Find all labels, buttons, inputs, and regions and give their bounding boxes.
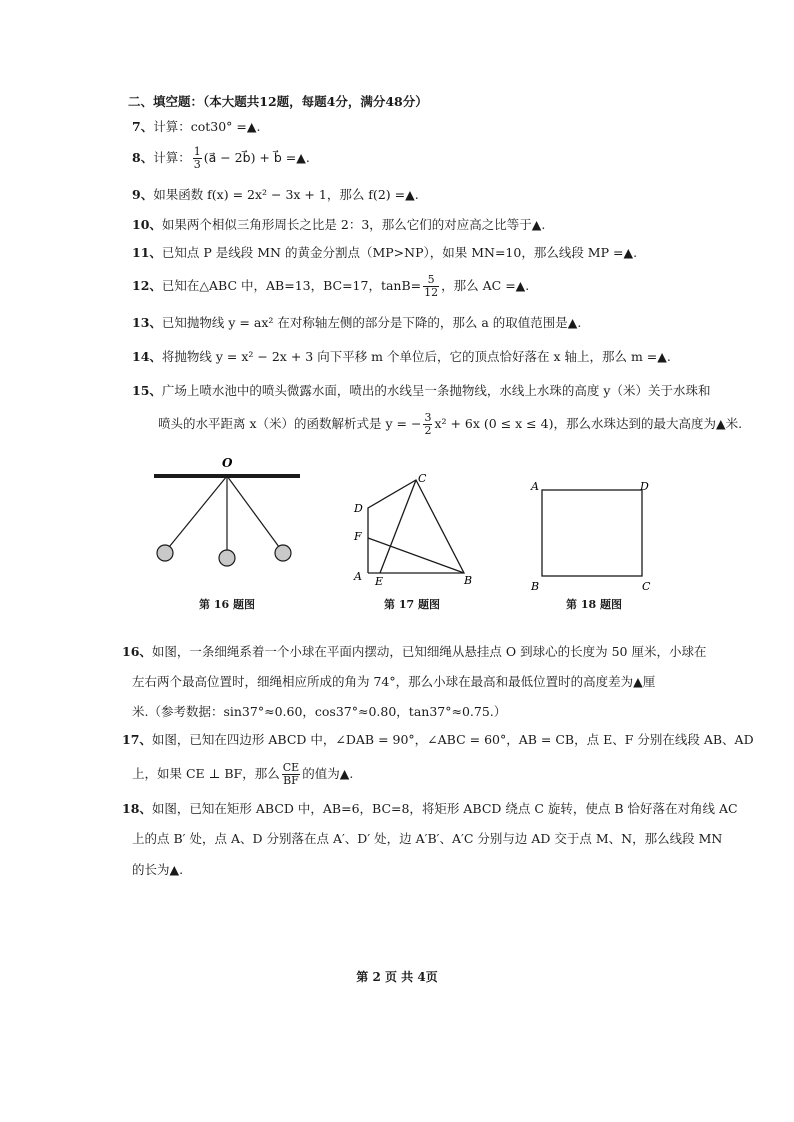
answer-blank: ▲: [339, 766, 350, 781]
question-text-post: x² + 6x (0 ≤ x ≤ 4)，那么水珠达到的最大高度为: [434, 416, 716, 431]
question-number: 18、: [122, 801, 152, 816]
ball-left: [157, 545, 173, 561]
label-e: E: [375, 575, 384, 588]
label-b: B: [464, 574, 473, 587]
question-11: [132, 244, 637, 262]
question-text: 的长为: [132, 862, 170, 877]
question-16-line-2: [132, 673, 655, 691]
fraction: [423, 274, 439, 299]
question-text: 计算：cot30° =: [153, 119, 247, 134]
ball-right: [275, 545, 291, 561]
end-mark: .: [541, 217, 546, 232]
question-number: 8、: [132, 150, 154, 165]
question-17-line-1: [122, 731, 754, 749]
label-d: D: [354, 502, 363, 515]
answer-blank: ▲: [296, 150, 306, 165]
end-mark: .: [414, 187, 419, 202]
label-b: B: [531, 580, 540, 593]
label-c: C: [642, 580, 651, 593]
end-mark: .: [349, 766, 354, 781]
answer-blank: ▲: [169, 862, 180, 877]
question-16-line-3: [132, 703, 506, 721]
string-right: [227, 476, 282, 551]
question-text: 如果两个相似三角形周长之比是 2：3，那么它们的对应高之比等于: [161, 217, 532, 232]
question-number: 17、: [122, 732, 152, 747]
end-mark: .: [666, 349, 671, 364]
fraction-numerator: 1: [193, 145, 201, 158]
end-mark: .: [305, 150, 310, 165]
end-mark: 米.: [725, 416, 743, 431]
end-mark: .: [577, 315, 582, 330]
end-mark: .: [179, 862, 184, 877]
question-14: [132, 348, 671, 366]
question-7: [132, 118, 260, 136]
end-mark: .: [633, 245, 638, 260]
question-text: 如果函数 f(x) = 2x² − 3x + 1，那么 f(2) =: [153, 187, 406, 202]
fraction-denominator: 12: [424, 286, 439, 299]
fraction-denominator: BF: [283, 774, 299, 787]
question-text: 如图，一条细绳系着一个小球在平面内摆动，已知细绳从悬挂点 O 到球心的长度为 50 厘米，小球在: [151, 644, 707, 659]
figure-17-caption: 第 17 题图: [384, 598, 440, 611]
question-16-line-1: [122, 643, 706, 661]
answer-blank: ▲: [623, 245, 634, 260]
question-text-pre: 喷头的水平距离 x（米）的函数解析式是 y = −: [158, 416, 422, 431]
answer-blank: ▲: [531, 217, 542, 232]
question-17-line-2: [132, 762, 353, 787]
question-text: 已知点 P 是线段 MN 的黄金分割点（MP>NP），如果 MN=10，那么线段 MP =: [161, 245, 624, 260]
question-text-post: ，那么 AC =: [441, 278, 516, 293]
rectangle-abcd: [542, 490, 642, 576]
question-15-line-1: [132, 382, 710, 400]
fraction-numerator: CE: [282, 761, 300, 774]
ball-middle: [219, 550, 235, 566]
fraction-denominator: 2: [424, 424, 432, 437]
question-text: 如图，已知在四边形 ABCD 中，∠DAB = 90°，∠ABC = 60°，AB = CB，点 E、F 分别在线段 AB、AD: [151, 732, 754, 747]
label-f: F: [354, 530, 362, 543]
label-d: D: [640, 480, 649, 493]
figure-16-caption: 第 16 题图: [199, 598, 255, 611]
question-15-line-2: [158, 412, 742, 437]
quadrilateral-abcd: [368, 480, 464, 573]
question-13: [132, 314, 581, 332]
question-number: 11、: [132, 245, 162, 260]
question-text-post: 的值为: [302, 766, 340, 781]
figure-18-caption: 第 18 题图: [566, 598, 622, 611]
question-text-pre: 已知在△ABC 中，AB=13，BC=17，tanB=: [161, 278, 422, 293]
question-number: 9、: [132, 187, 154, 202]
question-text-pre: 上，如果 CE ⊥ BF，那么: [132, 766, 280, 781]
figure-18-rectangle: [528, 476, 658, 594]
question-12: [132, 274, 529, 299]
segment-ce: [380, 480, 416, 573]
question-text: 广场上喷水池中的喷头微露水面，喷出的水线呈一条抛物线，水线上水珠的高度 y（米）关于水珠和: [161, 383, 711, 398]
question-number: 12、: [132, 278, 162, 293]
answer-blank: ▲: [657, 349, 667, 364]
answer-blank: ▲: [515, 278, 526, 293]
answer-blank: ▲: [405, 187, 415, 202]
end-mark: .: [525, 278, 530, 293]
question-number: 16、: [122, 644, 152, 659]
question-text: 上的点 B′ 处，点 A、D 分别落在点 A′、D′ 处，边 A′B′、A′C 分别与边 AD 交于点 M、N，那么线段 MN: [132, 831, 723, 846]
answer-blank: ▲: [633, 674, 643, 689]
question-text: 左右两个最高位置时，细绳相应所成的角为 74°，那么小球在最高和最低位置时的高度差为: [132, 674, 634, 689]
reference-data: 米.（参考数据：sin37°≈0.60，cos37°≈0.80，tan37°≈0.75.）: [132, 704, 507, 719]
fraction-denominator: 3: [193, 158, 201, 171]
question-10: [132, 216, 545, 234]
label-a: A: [531, 480, 539, 493]
fraction: [423, 412, 432, 437]
answer-blank: ▲: [567, 315, 578, 330]
page-footer: 第 2 页 共 4页: [356, 970, 438, 984]
string-left: [165, 476, 227, 552]
question-8: [132, 146, 310, 171]
answer-blank: ▲: [715, 416, 726, 431]
question-number: 15、: [132, 383, 162, 398]
fraction: [282, 762, 300, 787]
question-text-post: (a⃗ − 2b⃗) + b⃗ =: [203, 150, 297, 165]
fraction: [193, 146, 202, 171]
question-18-line-1: [122, 800, 738, 818]
question-18-line-3: [132, 861, 183, 879]
question-number: 10、: [132, 217, 162, 232]
question-text: 将抛物线 y = x² − 2x + 3 向下平移 m 个单位后，它的顶点恰好落在 x 轴上，那么 m =: [161, 349, 658, 364]
question-number: 7、: [132, 119, 154, 134]
label-a: A: [354, 570, 362, 583]
question-text: 如图，已知在矩形 ABCD 中，AB=6，BC=8，将矩形 ABCD 绕点 C 旋转，使点 B 恰好落在对角线 AC: [151, 801, 738, 816]
question-18-line-2: [132, 830, 722, 848]
unit-text: 厘: [642, 674, 656, 689]
question-number: 13、: [132, 315, 162, 330]
question-text-pre: 计算：: [153, 150, 191, 165]
question-text: 已知抛物线 y = ax² 在对称轴左侧的部分是下降的，那么 a 的取值范围是: [161, 315, 568, 330]
question-9: [132, 186, 419, 204]
label-o: O: [222, 456, 233, 470]
question-number: 14、: [132, 349, 162, 364]
label-c: C: [418, 472, 427, 485]
answer-blank: ▲: [246, 119, 257, 134]
fraction-numerator: 3: [424, 411, 432, 424]
section-title: 二、填空题：（本大题共12题，每题4分，满分48分）: [128, 94, 428, 109]
figure-16-pendulum: [148, 452, 318, 582]
fraction-numerator: 5: [423, 274, 439, 287]
end-mark: .: [256, 119, 261, 134]
figure-17-quadrilateral: [346, 468, 476, 590]
